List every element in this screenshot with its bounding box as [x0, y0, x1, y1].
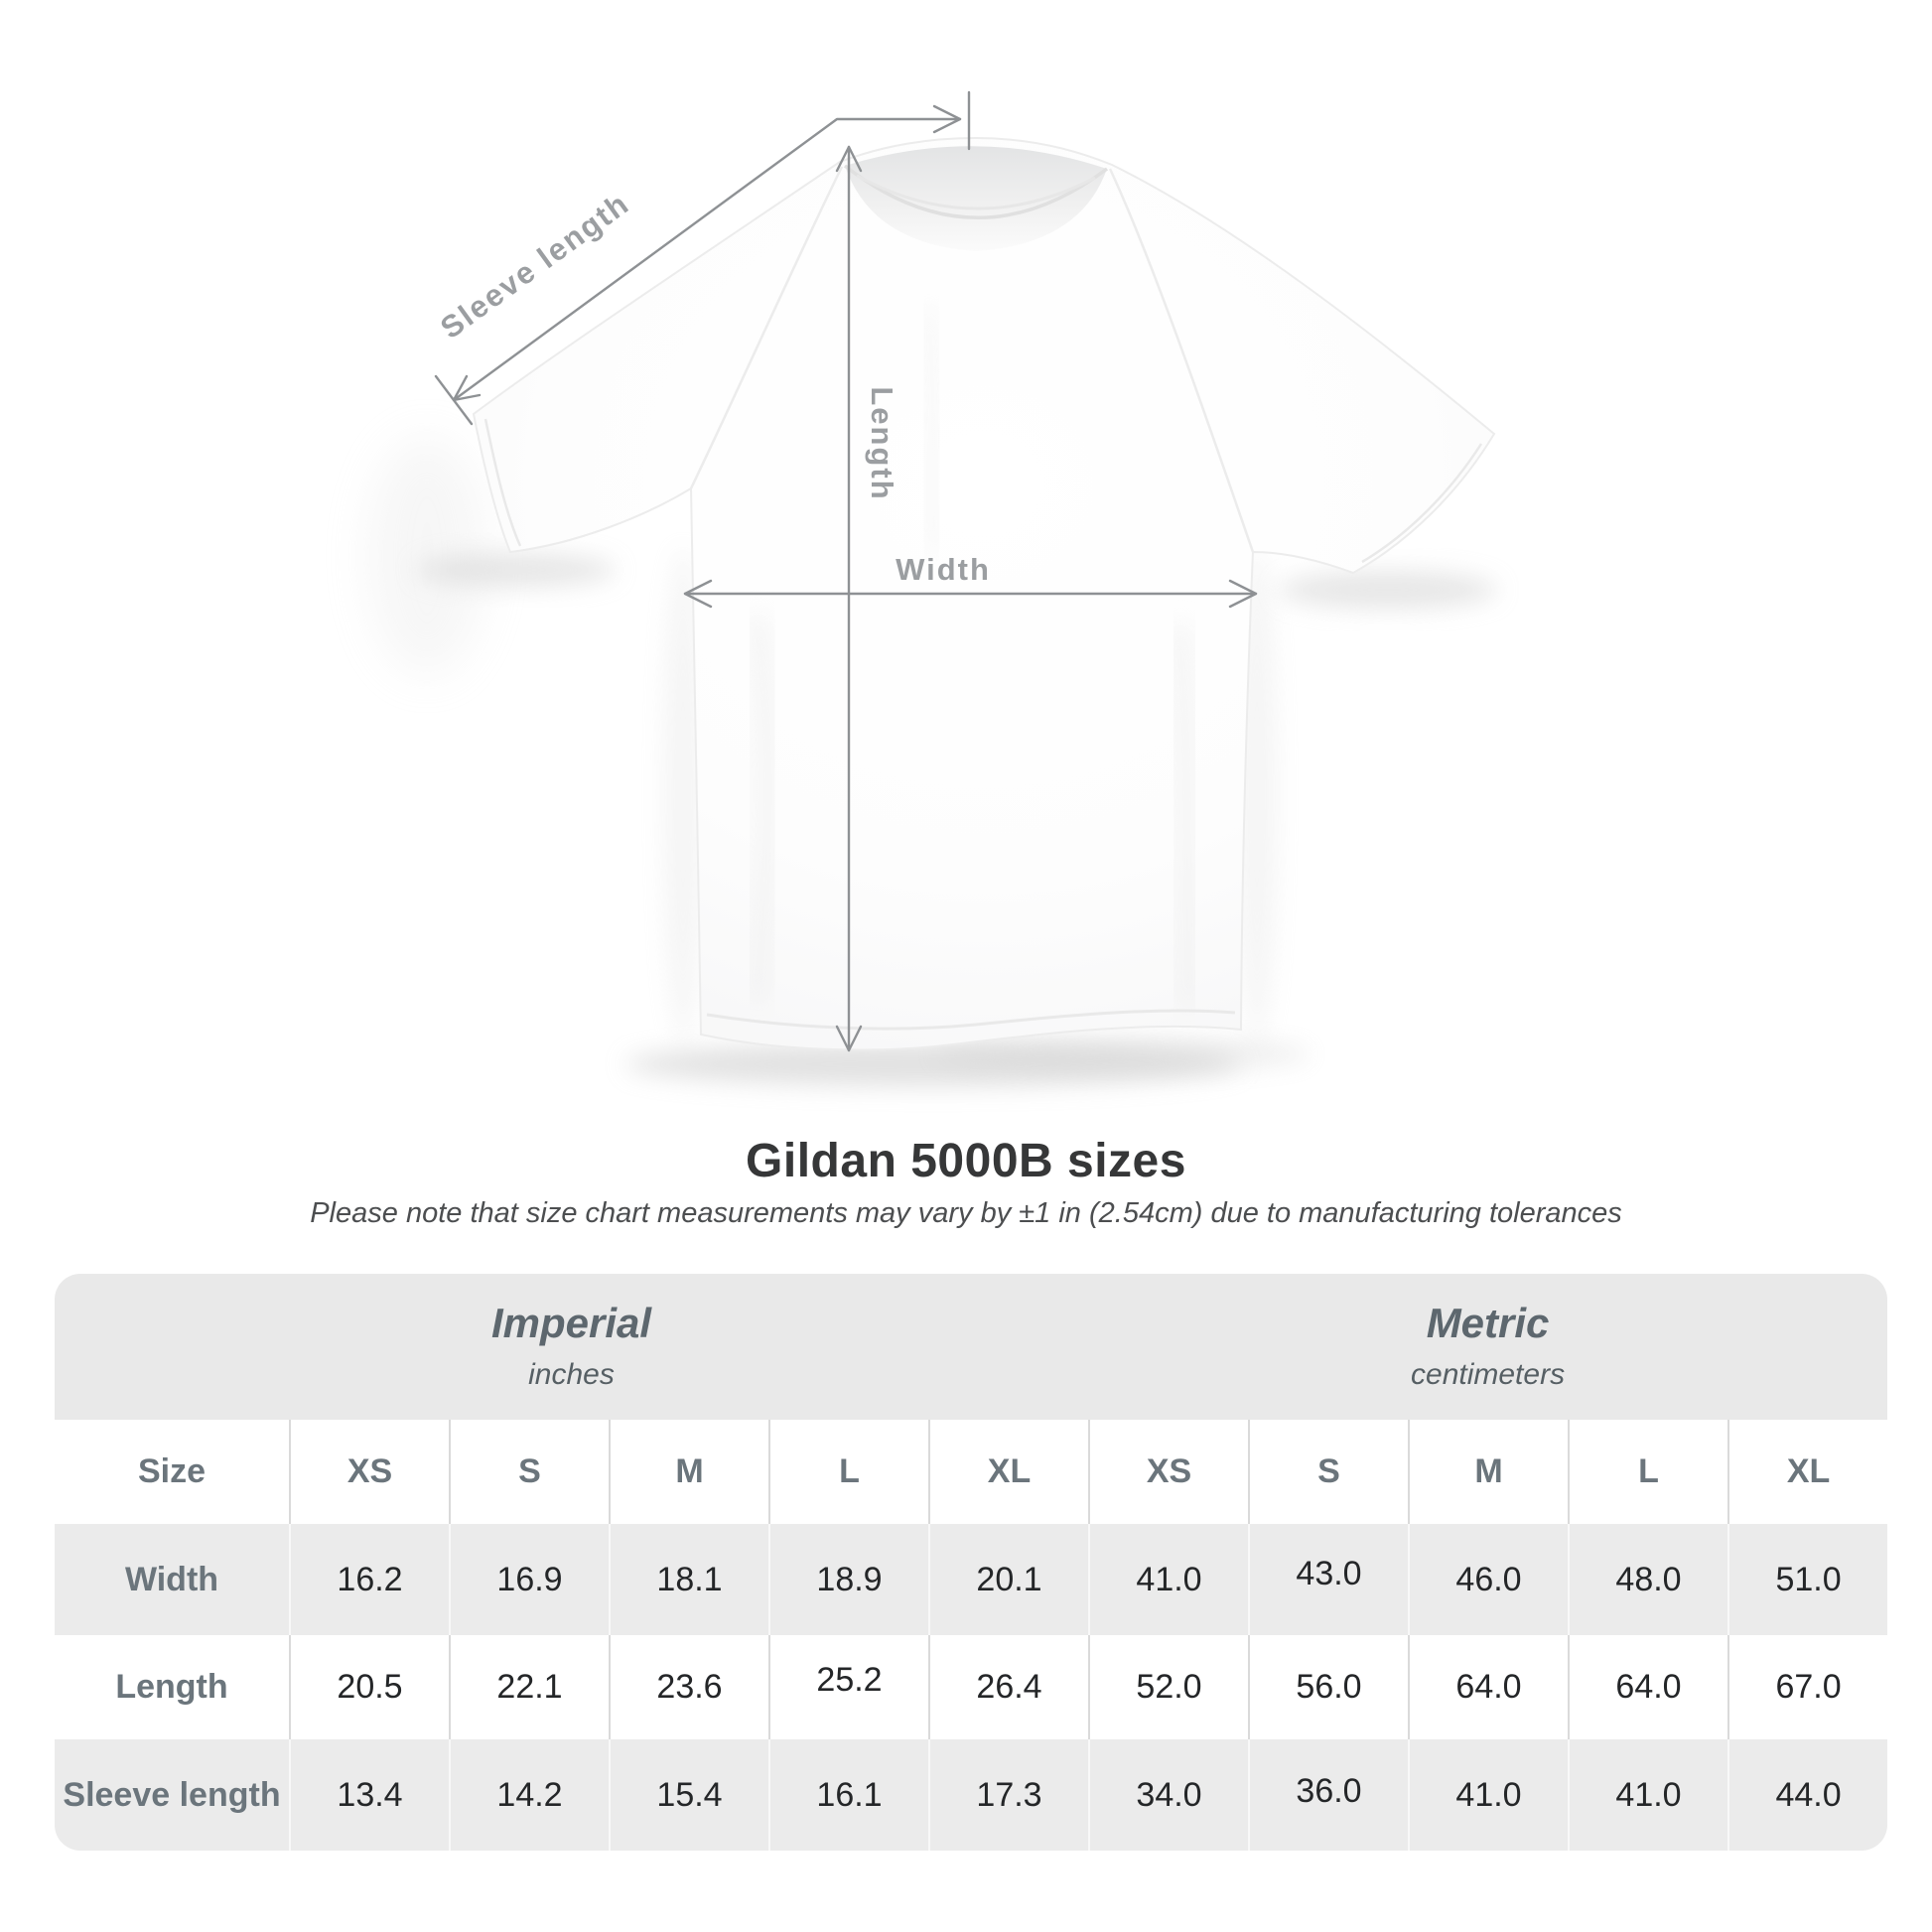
- page-subtitle: Please note that size chart measurements may vary by ±1 in (2.54cm) due to manufacturing tolerances: [310, 1197, 1622, 1229]
- col-header: L: [768, 1420, 928, 1524]
- sleeve-end-tick: [436, 376, 472, 424]
- size-header-row: [55, 1420, 1887, 1524]
- unit-band-row: [55, 1274, 1887, 1420]
- table-cell: 13.4: [289, 1739, 449, 1851]
- table-row-width: [55, 1524, 1887, 1635]
- sleeve-length-label: Sleeve length: [434, 185, 636, 346]
- table-cell: 16.9: [449, 1524, 609, 1635]
- table-cell: 16.1: [768, 1739, 928, 1851]
- table-cell: 52.0: [1088, 1635, 1248, 1739]
- table-cell: 17.3: [928, 1739, 1088, 1851]
- col-header: M: [1408, 1420, 1568, 1524]
- col-header: S: [1248, 1420, 1408, 1524]
- col-header: XL: [1727, 1420, 1887, 1524]
- col-header: S: [449, 1420, 609, 1524]
- length-label: Length: [865, 386, 899, 501]
- table-cell: 20.5: [289, 1635, 449, 1739]
- imperial-unit: inches: [528, 1357, 615, 1391]
- unit-group-imperial: [55, 1274, 1088, 1420]
- table-cell: 41.0: [1408, 1739, 1568, 1851]
- shadow-left-cuff: [417, 553, 616, 587]
- table-cell: 44.0: [1727, 1739, 1887, 1851]
- table-cell: 41.0: [1568, 1739, 1727, 1851]
- table-cell: 51.0: [1727, 1524, 1887, 1635]
- page-title: Gildan 5000B sizes: [746, 1135, 1186, 1187]
- table-cell: 56.0: [1248, 1635, 1408, 1739]
- col-header: L: [1568, 1420, 1727, 1524]
- table-cell: 22.1: [449, 1635, 609, 1739]
- metric-unit: centimeters: [1411, 1357, 1566, 1391]
- imperial-label: Imperial: [490, 1300, 652, 1347]
- metric-label: Metric: [1426, 1300, 1550, 1347]
- size-table: [55, 1274, 1887, 1851]
- table-cell: 16.2: [289, 1524, 449, 1635]
- table-cell: 26.4: [928, 1635, 1088, 1739]
- fold-right: [1179, 625, 1189, 1008]
- fold-center: [928, 308, 935, 556]
- row-label: Width: [55, 1524, 289, 1635]
- table-row-sleeve-length: [55, 1739, 1887, 1851]
- table-cell: 25.2: [768, 1635, 928, 1739]
- table-cell: 20.1: [928, 1524, 1088, 1635]
- table-row-length: [55, 1635, 1887, 1739]
- table-cell: 36.0: [1248, 1739, 1408, 1851]
- row-label: Length: [55, 1635, 289, 1739]
- table-cell: 14.2: [449, 1739, 609, 1851]
- table-cell: 64.0: [1408, 1635, 1568, 1739]
- table-cell: 64.0: [1568, 1635, 1727, 1739]
- table-cell: 18.9: [768, 1524, 928, 1635]
- shadow-right-cuff: [1279, 571, 1497, 609]
- table-cell: 34.0: [1088, 1739, 1248, 1851]
- col-header: XS: [289, 1420, 449, 1524]
- shadow-hem-right: [933, 1037, 1311, 1071]
- col-header-size: Size: [55, 1420, 289, 1524]
- col-header: M: [609, 1420, 768, 1524]
- unit-group-metric: [1088, 1274, 1887, 1420]
- table-cell: 43.0: [1248, 1524, 1408, 1635]
- col-header: XL: [928, 1420, 1088, 1524]
- table-cell: 41.0: [1088, 1524, 1248, 1635]
- table-cell: 67.0: [1727, 1635, 1887, 1739]
- table-cell: 48.0: [1568, 1524, 1727, 1635]
- table-cell: 18.1: [609, 1524, 768, 1635]
- table-cell: 15.4: [609, 1739, 768, 1851]
- row-label: Sleeve length: [55, 1739, 289, 1851]
- table-cell: 46.0: [1408, 1524, 1568, 1635]
- width-label: Width: [896, 552, 991, 587]
- fold-left: [757, 616, 768, 1003]
- col-header: XS: [1088, 1420, 1248, 1524]
- table-cell: 23.6: [609, 1635, 768, 1739]
